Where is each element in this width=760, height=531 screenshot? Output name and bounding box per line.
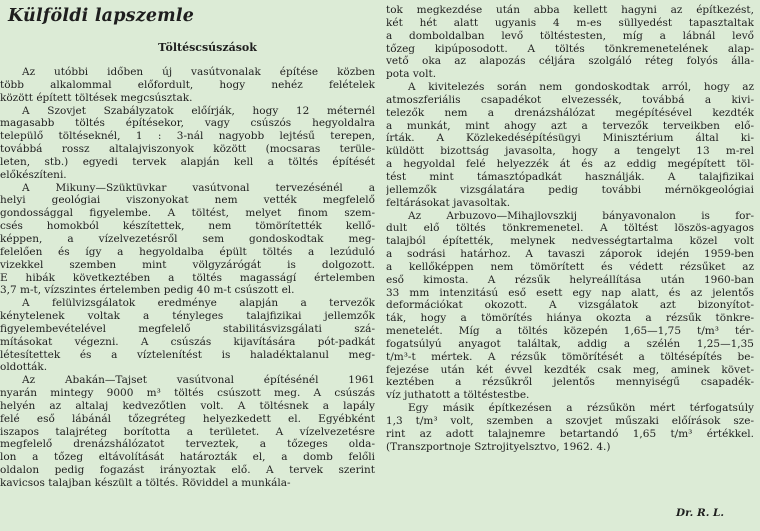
- text-line: a domboldalban levő töltéstesten, míg a lábnál levő: [386, 29, 754, 42]
- paragraph: [0, 105, 375, 182]
- text-line: helyi geológiai viszonyokat nem vették megfelelő: [0, 194, 375, 207]
- text-line: A Mikuny—Szüktüvkar vasútvonal tervezésénél a: [22, 181, 375, 194]
- text-line: menetelét. Míg a töltés közepén 1,65—1,75 t/m³ tér-: [386, 325, 754, 338]
- text-line: deformációkat okozott. A vizsgálatok azt bizonyítot-: [386, 299, 754, 312]
- text-line: vető oka az alapozás céljára szolgáló réteg folyós álla-: [386, 55, 754, 68]
- right-column-body: [386, 4, 754, 454]
- text-line: A felülvizsgálatok eredménye alapján a tervezők: [22, 297, 375, 310]
- text-line: eső kimosta. A rézsűk helyreállítása után 1960-ban: [386, 273, 754, 286]
- text-line: nyarán mintegy 9000 m³ töltés csúszott meg. A csúszás: [0, 387, 375, 400]
- paragraph: [386, 4, 754, 81]
- paragraph: [386, 210, 754, 403]
- text-line: leten, stb.) egyedi tervek alapján kell a töltés építését: [0, 155, 375, 168]
- text-line: (Transzportnoje Sztrojityelsztvo, 1962. 4.): [386, 440, 611, 453]
- text-line: dult elő töltés tönkremenetel. A töltést löszös-agyagos: [386, 222, 754, 235]
- text-line: fogatsúlyú anyagot találtak, addig a szélén 1,25—1,35: [386, 337, 754, 350]
- author-signature: Dr. R. L.: [676, 507, 725, 519]
- text-line: küldött bizottság javasolta, hogy a tengelyt 13 m-rel: [386, 145, 754, 158]
- text-line: továbbá rossz altalajviszonyok között (mocsaras terüle-: [0, 143, 375, 156]
- right-column: [386, 0, 754, 454]
- text-line: víz juthatott a töltéstestbe.: [386, 389, 530, 402]
- text-line: A Szovjet Szabályzatok előírják, hogy 12 méternél: [22, 104, 375, 117]
- text-line: ták, hogy a tömörítés hiánya okozta a rézsűk tönkre-: [386, 312, 754, 325]
- text-line: a kellőképpen nem tömörített és védett rézsűket az: [386, 260, 754, 273]
- text-line: atmoszferiális csapadékot elvezessék, továbbá a kivi-: [386, 93, 754, 106]
- text-line: csés homokból készítettek, nem tömörítették kellő-: [0, 220, 375, 233]
- text-line: több alkalommal előfordult, hogy nehéz felételek: [0, 78, 375, 91]
- text-line: oldalon pedig fogazást irányoztak elő. A tervek szerint: [0, 464, 375, 477]
- left-column: [0, 0, 375, 490]
- text-line: fejezése után két évvel kezdték csak meg, aminek követ-: [386, 363, 754, 376]
- text-line: Egy másik építkezésen a rézsűkön mért térfogatsúly: [408, 402, 754, 415]
- text-line: magasabb töltés építésekor, vagy csúszós hegyoldalra: [0, 117, 375, 130]
- text-line: 1,3 t/m³ volt, szemben a szovjet műszaki előírások sze-: [386, 415, 754, 427]
- text-line: tok megkezdése után abba kellett hagyni az építkezést,: [386, 4, 754, 16]
- text-line: létesítettek és a víztelenítést is haladéktalanul meg-: [0, 348, 375, 361]
- paragraph: [386, 81, 754, 209]
- text-line: települő töltéseknél, 1 : 3-nál nagyobb lejtésű terepen,: [0, 130, 375, 143]
- text-line: telezők nem a drenázshálózat megépítésével kezdték: [386, 106, 754, 119]
- text-line: Az utóbbi időben új vasútvonalak építése közben: [22, 66, 375, 78]
- text-line: Az Abakán—Tajset vasútvonal építésénél 1961: [22, 374, 375, 387]
- text-line: kavicsos talajban készült a töltés. Röviddel a munkála-: [0, 477, 291, 489]
- text-line: t/m³-t mértek. A rézsűk tömörítését a töltésépítés be-: [386, 350, 754, 363]
- text-line: vizekkel szemben mint völgyzárógát is dolgozott.: [0, 258, 375, 271]
- text-line: jellemzők vizsgálatára pedig további mérnökgeológiai: [386, 183, 754, 196]
- text-line: képpen, a vízelvezetésről sem gondoskodtak meg-: [0, 232, 375, 245]
- text-line: mításokat végezni. A csúszás kijavítására pót-padkát: [0, 335, 375, 348]
- text-line: helyén az altalaj kedvezőtlen volt. A töltésnek a lapály: [0, 399, 375, 412]
- text-line: a hegyoldal felé helyezzék át és az eddig megépített töl-: [386, 158, 754, 171]
- text-line: tőzeg kipúposodott. A töltés tönkremenetelének alap-: [386, 42, 754, 55]
- left-column-body: [0, 66, 375, 490]
- text-line: gondossággal figyelembe. A töltést, melyet finom szem-: [0, 207, 375, 220]
- text-line: 33 mm intenzitású eső esett egy nap alatt, és az jelentős: [386, 286, 754, 299]
- text-line: E hibák következtében a töltés magasságí értelemben: [0, 271, 375, 284]
- paragraph: [0, 182, 375, 298]
- text-line: kénytelenek voltak a tényleges talajfizikai jellemzők: [0, 310, 375, 323]
- text-line: tést mint támasztópadkát használják. A talajfizikai: [386, 170, 754, 183]
- text-line: két hét alatt ugyanis 4 m-es süllyedést tapasztaltak: [386, 16, 754, 29]
- text-line: A kivitelezés során nem gondoskodtak arról, hogy az: [408, 81, 754, 94]
- text-line: Az Arbuzovo—Mihajlovszkij bányavonalon is for-: [408, 209, 754, 222]
- text-line: oldották.: [0, 361, 48, 374]
- text-line: figyelembevételével megfelelő stabilitásvizsgálati szá-: [0, 322, 375, 335]
- section-title: Külföldi lapszemle: [8, 6, 195, 26]
- text-line: megfelelő drenázshálózatot terveztek, a tőzeges olda-: [0, 438, 375, 451]
- paragraph: [386, 402, 754, 453]
- text-line: talajból építették, melynek nedvességtartalma közel volt: [386, 235, 754, 248]
- text-line: felé eső lábánál tőzegréteg helyezkedett el. Egyébként: [0, 412, 375, 425]
- text-line: lon a tőzeg eltávolítását határozták el, a domb felőli: [0, 451, 375, 464]
- text-line: előkészíteni.: [0, 168, 67, 181]
- article-title: Töltéscsúszások: [158, 41, 257, 54]
- text-line: a sodrási határhoz. A tavaszi záporok idején 1959-ben: [386, 248, 754, 261]
- paragraph: [0, 297, 375, 374]
- text-line: a munkát, mint ahogy azt a tervezők terveikben elő-: [386, 119, 754, 132]
- text-line: felelően és így a hegyoldalba épült töltés a lezúduló: [0, 245, 375, 258]
- text-line: pota volt.: [386, 68, 437, 81]
- paragraph: [0, 374, 375, 490]
- text-line: írták. A Közlekedésépítésügyi Minisztérium által ki-: [386, 132, 754, 145]
- text-line: között épített töltések megcsúsztak.: [0, 91, 193, 104]
- paragraph: [0, 66, 375, 105]
- text-line: keztében a rézsűkről jelentős mennyiségű csapadék-: [386, 376, 754, 389]
- text-line: iszapos talajréteg borította a területet. A vízelvezetésre: [0, 425, 375, 438]
- text-line: rint az adott talajnemre betartandó 1,65 t/m³ értékkel.: [386, 427, 754, 440]
- text-line: feltárásokat javasoltak.: [386, 196, 511, 209]
- text-line: 3,7 m-t, vízszintes értelemben pedig 40 m-t csúszott el.: [0, 284, 295, 297]
